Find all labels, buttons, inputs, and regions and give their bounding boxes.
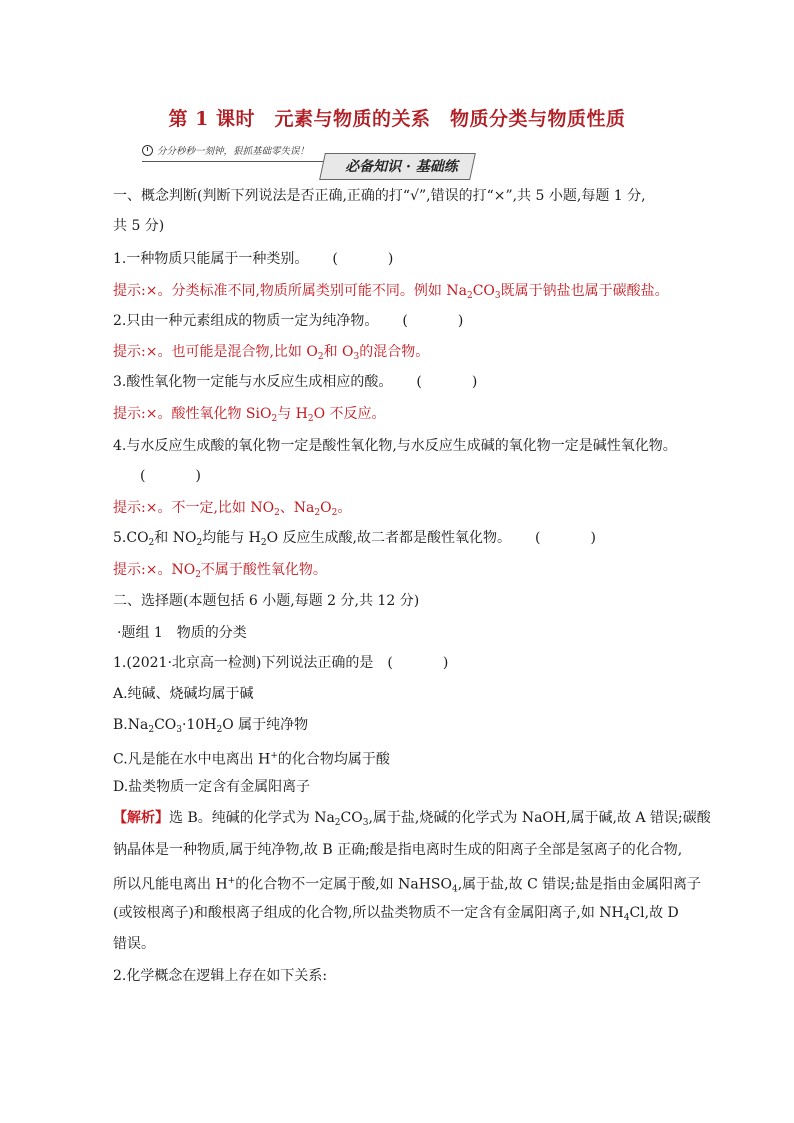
section2-heading: 二、选择题(本题包括 6 小题,每题 2 分,共 12 分)	[113, 593, 420, 609]
subscript: 2	[331, 508, 338, 518]
option-text: C.凡是能在水中电离出 H	[113, 751, 271, 768]
hint-4	[113, 498, 693, 523]
answer-paren-text: ( )	[140, 468, 219, 484]
analysis-line-1	[113, 808, 711, 833]
subscript: 3	[494, 291, 501, 301]
question-text: 1.一种物质只能属于一种类别。	[113, 251, 309, 267]
subscript: 2	[334, 818, 341, 828]
answer-paren: ( )	[402, 313, 482, 329]
analysis-text: ,属于盐,烧碱的化学式为 NaOH,属于碱,故 A 错误;碳酸	[368, 810, 711, 826]
option-c	[113, 746, 693, 770]
analysis-text: 所以凡能电离出 H	[113, 876, 228, 893]
subscript: 4	[623, 913, 630, 923]
motto-text: 分分秒秒一刻钟，狠抓基础零失误！	[157, 146, 310, 157]
answer-paren: ( )	[416, 374, 496, 390]
hint-text: 。	[337, 500, 352, 516]
hint-text: 提示:×。NO	[113, 562, 196, 578]
subscript: 2	[148, 725, 155, 735]
question-3	[113, 372, 693, 392]
hint-text: 的混合物。	[359, 344, 430, 360]
analysis-line-3	[113, 871, 701, 900]
hint-2	[113, 342, 693, 367]
answer-paren: ( )	[387, 655, 467, 671]
mc-question-1	[113, 653, 693, 673]
analysis-text: 的化合物不一定属于酸,如 NaHSO	[235, 876, 452, 893]
question-text: O 反应生成酸,故二者都是酸性氧化物。	[266, 530, 511, 546]
hint-text: 提示:×。分类标准不同,物质所属类别可能不同。例如 Na	[113, 283, 467, 299]
option-text: ·10H	[182, 717, 217, 733]
answer-paren	[140, 466, 720, 486]
question-text: 1.(2021·北京高一检测)下列说法正确的是	[113, 655, 374, 671]
subscript: 3	[353, 352, 360, 362]
question-text: 2.只由一种元素组成的物质一定为纯净物。	[113, 313, 379, 329]
analysis-text: (或铵根离子)和酸根离子组成的化合物,所以盐类物质不一定含有金属阳离子,如 NH	[113, 905, 624, 921]
question-4: 4.与水反应生成酸的氧化物一定是酸性氧化物,与水反应生成碱的氧化物一定是碱性氧化物。	[113, 438, 677, 454]
hint-text: 既属于钠盐也属于碳酸盐。	[500, 283, 669, 299]
question-1	[113, 249, 693, 269]
hint-text: 与 H	[277, 406, 308, 422]
motto	[142, 143, 309, 157]
hint-3	[113, 404, 693, 429]
question-text: 和 NO	[154, 530, 197, 546]
question-2	[113, 311, 693, 331]
hint-5	[113, 560, 693, 585]
answer-paren: ( )	[535, 530, 614, 546]
subscript: 2	[260, 538, 267, 548]
analysis-text: CO	[340, 810, 363, 826]
clock-icon	[142, 145, 153, 156]
question-5	[113, 528, 693, 553]
hint-text: O	[320, 500, 332, 516]
section-tag-label: 必备知识 · 基础练	[345, 159, 458, 175]
page-title: 第 1 课时 元素与物质的关系 物质分类与物质性质	[168, 108, 626, 130]
option-text: 的化合物均属于酸	[277, 751, 390, 768]
option-text: CO	[154, 717, 177, 733]
section1-heading: 一、概念判断(判断下列说法是否正确,正确的打“√”,错误的打“×”,共 5 小题,每题 1 分,	[113, 188, 646, 204]
option-text: O 属于纯净物	[222, 717, 309, 733]
option-d: D.盐类物质一定含有金属阳离子	[113, 779, 311, 795]
mc-question-2: 2.化学概念在逻辑上存在如下关系:	[113, 968, 328, 984]
hint-1	[113, 281, 693, 306]
subscript: 2	[196, 538, 203, 548]
hint-text: 、Na	[279, 500, 315, 516]
question-text: 3.酸性氧化物一定能与水反应生成相应的酸。	[113, 374, 393, 390]
analysis-line-4	[113, 903, 693, 928]
hint-text: 提示:×。也可能是混合物,比如 O	[113, 344, 318, 360]
subscript: 3	[362, 818, 369, 828]
section-banner	[142, 141, 682, 175]
hint-text: O 不反应。	[313, 406, 386, 422]
hint-text: 不属于酸性氧化物。	[200, 562, 327, 578]
analysis-label: 【解析】	[113, 810, 169, 826]
hint-text: CO	[472, 283, 495, 299]
section-tag	[319, 153, 475, 180]
subscript: 2	[314, 508, 321, 518]
superscript: +	[270, 751, 278, 761]
hint-text: 和 O	[323, 344, 354, 360]
subscript: 2	[466, 291, 473, 301]
question-text: 均能与 H	[202, 530, 261, 546]
answer-paren: ( )	[332, 251, 412, 267]
question-text: 5.CO	[113, 530, 149, 546]
subscript: 2	[317, 352, 324, 362]
subscript: 2	[216, 725, 223, 735]
subscript: 2	[148, 538, 155, 548]
hint-text: 提示:×。不一定,比如 NO	[113, 500, 275, 516]
analysis-text: ,属于盐,故 C 错误;盐是指由金属阳离子	[457, 876, 701, 893]
group-heading: ·题组 1 物质的分类	[117, 625, 247, 641]
analysis-text: 选 B。纯碱的化学式为 Na	[169, 810, 335, 826]
analysis-line-2: 钠晶体是一种物质,属于纯净物,故 B 正确;酸是指电离时生成的阳离子全部是氢离子的化合物,	[113, 842, 683, 858]
subscript: 2	[271, 414, 278, 424]
superscript: +	[227, 876, 236, 886]
subscript: 3	[176, 725, 183, 735]
option-a: A.纯碱、烧碱均属于碱	[113, 686, 254, 702]
analysis-text: Cl,故 D	[629, 905, 679, 921]
subscript: 2	[195, 570, 201, 580]
subscript: 4	[452, 884, 458, 895]
subscript: 2	[307, 414, 314, 424]
section1-heading-cont: 共 5 分)	[113, 218, 165, 234]
subscript: 2	[274, 508, 280, 518]
option-b	[113, 715, 693, 740]
option-text: B.Na	[113, 717, 149, 733]
analysis-line-5: 错误。	[113, 936, 155, 952]
hint-text: 提示:×。酸性氧化物 SiO	[113, 406, 272, 422]
